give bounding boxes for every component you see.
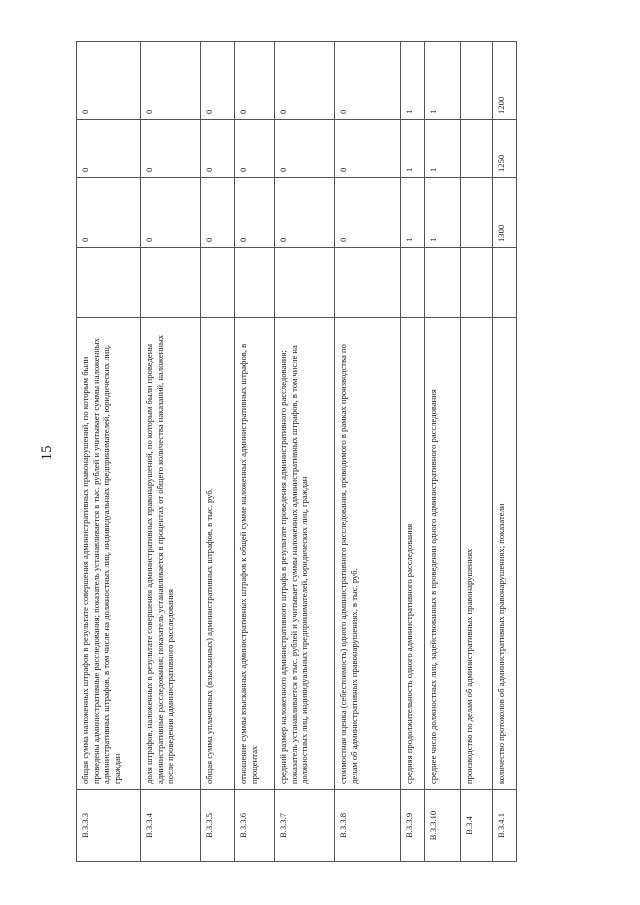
- row-value-2: 0: [141, 178, 201, 248]
- row-value-2: 0: [77, 178, 141, 248]
- table-row: [401, 42, 425, 862]
- row-value-1: [77, 248, 141, 318]
- row-value-2: 0: [235, 178, 275, 248]
- row-description: доля штрафов, наложенных в результате совершения административных правонарушений, по которым были проведены административные расследования; показатель устанавливается в процентах от общего количества наказаний, наложенных после проведения административного расследования: [141, 318, 201, 790]
- row-description: средний размер наложенного административного штрафа в результате проведения административного расследования; показатель устанавливается в тыс. рублей и учитывает суммы наложенных административных штрафов, в том числе на должностных лиц, индивидуальных предпринимателей, юридических лиц, граждан: [275, 318, 335, 790]
- row-value-1: [493, 248, 517, 318]
- row-value-3: [461, 120, 493, 178]
- row-value-4: 0: [201, 42, 235, 120]
- row-code: В.3.4.1: [493, 790, 517, 862]
- row-code: В.3.3.4: [141, 790, 201, 862]
- row-code: В.3.3.3: [77, 790, 141, 862]
- row-value-3: 0: [77, 120, 141, 178]
- row-value-1: [141, 248, 201, 318]
- row-description: среднее число должностных лиц, задействованных в проведении одного административного расследования: [425, 318, 461, 790]
- table-row: [141, 42, 201, 862]
- row-value-1: [275, 248, 335, 318]
- row-value-3: 0: [275, 120, 335, 178]
- row-value-2: [461, 178, 493, 248]
- row-description: производство по делам об административных правонарушениях: [461, 318, 493, 790]
- row-code: В.3.4: [461, 790, 493, 862]
- row-value-3: 0: [335, 120, 401, 178]
- row-value-4: 0: [335, 42, 401, 120]
- row-value-1: [201, 248, 235, 318]
- table-row: [201, 42, 235, 862]
- row-code: В.3.3.9: [401, 790, 425, 862]
- table-row: [461, 42, 493, 862]
- row-value-4: 0: [235, 42, 275, 120]
- row-value-3: 0: [201, 120, 235, 178]
- row-value-2: 1300: [493, 178, 517, 248]
- row-value-2: 0: [201, 178, 235, 248]
- row-code: В.3.3.10: [425, 790, 461, 862]
- row-value-4: 0: [275, 42, 335, 120]
- rotated-page-content: [76, 42, 564, 862]
- row-value-4: 1: [401, 42, 425, 120]
- row-description: общая сумма уплаченных (взысканных) административных штрафов, в тыс. руб.: [201, 318, 235, 790]
- row-value-1: [235, 248, 275, 318]
- row-description: количество протоколов об административных правонарушениях; показатели: [493, 318, 517, 790]
- row-value-1: [425, 248, 461, 318]
- row-value-2: 1: [401, 178, 425, 248]
- row-value-1: [335, 248, 401, 318]
- table-row: [235, 42, 275, 862]
- row-code: В.3.3.7: [275, 790, 335, 862]
- row-value-2: 0: [335, 178, 401, 248]
- row-value-4: 0: [141, 42, 201, 120]
- row-value-4: 1: [425, 42, 461, 120]
- row-value-1: [401, 248, 425, 318]
- table-row: [275, 42, 335, 862]
- row-value-3: 1250: [493, 120, 517, 178]
- row-description: общая сумма наложенных штрафов в результате совершения административных правонарушений, по которым были проведены административные расследования; показатель устанавливается в тыс. рублей и учитывает суммы наложенных административных штрафов, в том числе на должностных лиц, индивидуальных предпринимателей, юридических лиц, граждан: [77, 318, 141, 790]
- table-row: [77, 42, 141, 862]
- row-value-2: 1: [425, 178, 461, 248]
- row-value-1: [461, 248, 493, 318]
- row-code: В.3.3.5: [201, 790, 235, 862]
- table-row: [335, 42, 401, 862]
- row-value-2: 0: [275, 178, 335, 248]
- row-code: В.3.3.6: [235, 790, 275, 862]
- table-row: [425, 42, 461, 862]
- row-value-3: 1: [401, 120, 425, 178]
- row-value-4: [461, 42, 493, 120]
- row-description: стоимостная оценка (себестоимость) одного административного расследования, проводимого в рамках производства по делам об административных правонарушениях, в тыс. руб.: [335, 318, 401, 790]
- row-code: В.3.3.8: [335, 790, 401, 862]
- row-value-4: 0: [77, 42, 141, 120]
- row-value-3: 1: [425, 120, 461, 178]
- row-value-3: 0: [235, 120, 275, 178]
- table-row: [493, 42, 517, 862]
- page-number: 15: [39, 445, 55, 461]
- row-description: отношение суммы взысканных административных штрафов к общей сумме наложенных административных штрафов, в процентах: [235, 318, 275, 790]
- row-description: средняя продолжительность одного административного расследования: [401, 318, 425, 790]
- row-value-3: 0: [141, 120, 201, 178]
- indicator-table: [76, 41, 517, 862]
- row-value-4: 1200: [493, 42, 517, 120]
